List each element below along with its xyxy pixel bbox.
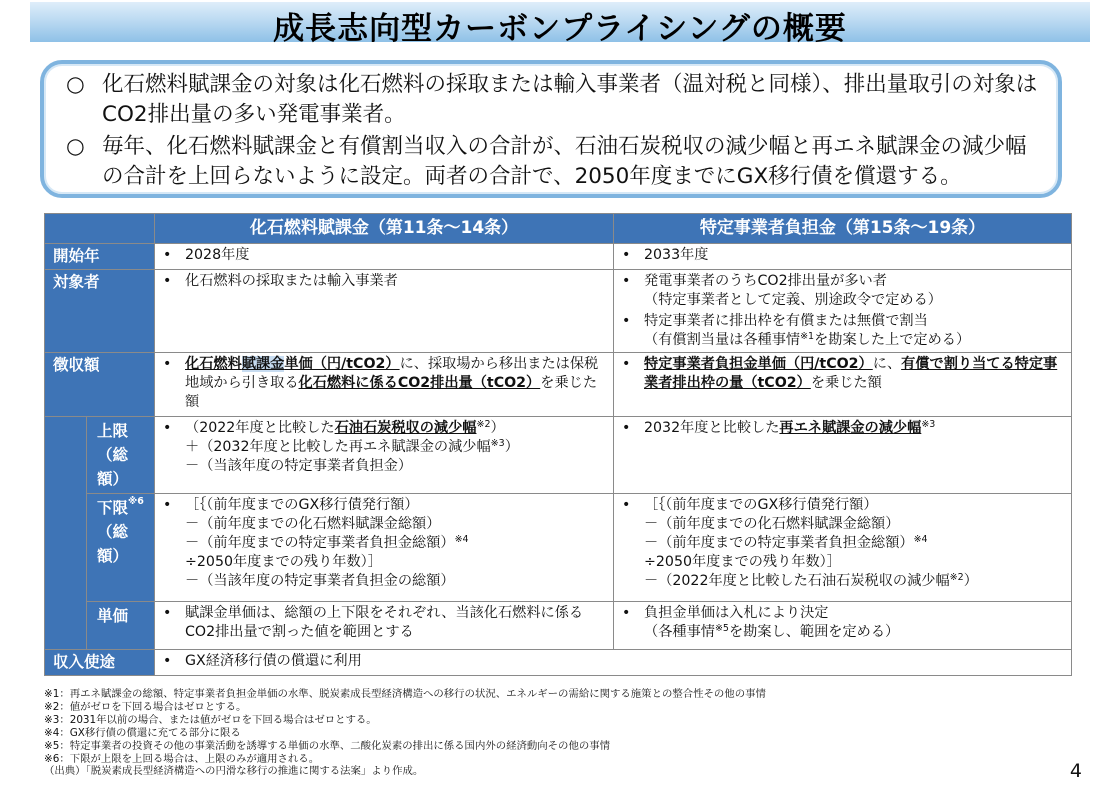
bullet-icon: • <box>622 313 631 329</box>
page-number: 4 <box>1069 760 1082 782</box>
summary-text: 毎年、化石燃料賦課金と有償割当収入の合計が、石油石炭税収の減少幅と再エネ賦課金の減少幅の合計を上回らないように設定。両者の合計で、2050年度までにGX移行債を償還する。 <box>102 134 1027 189</box>
footnote: ※6：下限が上限を上回る場合は、上限のみが適用される。 <box>44 752 320 765</box>
cell-text: －（2022年度と比較した石油石炭税収の減少幅 <box>644 573 950 589</box>
bullet-icon: • <box>622 356 631 372</box>
footnote-ref: ※1 <box>800 331 815 342</box>
cell-text: に、 <box>872 356 902 372</box>
cell-text: 2033年度 <box>644 247 709 263</box>
row-label-upper <box>87 417 155 494</box>
cell <box>155 244 614 270</box>
cell-text: （2022年度と比較した <box>185 420 335 436</box>
footnote-ref: ※3 <box>490 438 505 449</box>
footnote: ※1：再エネ賦課金の総額、特定事業者負担金単価の水準、脱炭素成長型経済構造への移行の状況、エネルギーの需給に関する施策との整合性その他の事情 <box>44 688 766 700</box>
table-row <box>45 353 1072 417</box>
cell-text: ） <box>963 573 978 589</box>
cell-text: を乗じた額 <box>185 375 598 410</box>
label-text: （総額） <box>97 446 129 488</box>
header-blank <box>45 214 155 244</box>
footnote-ref: ※4 <box>913 534 928 545</box>
cell-text: 負担金単価は入札により決定 <box>644 605 829 621</box>
bullet-icon: • <box>622 420 631 436</box>
cell-text: を勘案した上で定める） <box>814 332 971 348</box>
bullet-icon: • <box>163 247 172 263</box>
table-row <box>45 244 1072 270</box>
row-label-lower <box>87 494 155 602</box>
emphasis-text: 化石燃料に係るCO2排出量（tCO2） <box>298 375 541 391</box>
summary-item <box>66 70 1042 130</box>
header-fossil-levy: 化石燃料賦課金（第11条～14条） <box>155 214 614 244</box>
cell <box>155 417 614 494</box>
bullet-icon: • <box>163 653 172 669</box>
bullet-icon: • <box>622 605 631 621</box>
cell <box>155 650 1072 676</box>
page-title: 成長志向型カーボンプライシングの概要 <box>273 11 847 47</box>
emphasis-text: 特定事業者負担金単価（円/tCO2） <box>644 356 873 372</box>
footnote: ※5：特定事業者の投資その他の事業活動を誘導する単価の水準、二酸化炭素の排出に係る国内外の経済動向その他の事情 <box>44 739 611 752</box>
cell-text: －（当該年度の特定事業者負担金） <box>185 458 413 474</box>
footnote: ※2：値がゼロを下回る場合はゼロとする。 <box>44 700 247 713</box>
cell <box>614 353 1072 417</box>
bullet-icon: • <box>163 356 172 372</box>
cell-text: ［｛（前年度までのGX移行債発行額） <box>644 497 878 513</box>
cell-text: ） <box>504 439 519 455</box>
emphasis-text: 有償で割り当てる特定事業者排出枠の量（tCO2） <box>644 356 1058 391</box>
footnote-ref: ※2 <box>476 419 491 430</box>
cell <box>614 244 1072 270</box>
circle-mark-icon: ○ <box>66 72 85 97</box>
table-row <box>45 270 1072 353</box>
cell-text: －（前年度までの化石燃料賦課金総額） <box>185 516 441 532</box>
emphasis-text: 再エネ賦課金の減少幅 <box>779 420 922 436</box>
cell <box>155 602 614 650</box>
cell-text: 化石燃料の採取または輸入事業者 <box>185 273 398 289</box>
cell-text: GX経済移行債の償還に利用 <box>185 653 362 669</box>
footnotes <box>44 688 766 778</box>
emphasis-text: 石油石炭税収の減少幅 <box>334 420 477 436</box>
row-label-target: 対象者 <box>45 270 155 353</box>
cell <box>614 270 1072 353</box>
bullet-icon: • <box>163 420 172 436</box>
row-label-spacer <box>45 417 87 650</box>
footnote-ref: ※3 <box>921 419 936 430</box>
label-text: 下限 <box>97 499 129 517</box>
cell-text: に、採取場から移出または保税地域から引き取る <box>185 356 599 391</box>
footnote: ※4：GX移行債の償還に充てる部分に限る <box>44 726 241 739</box>
cell-text: －（当該年度の特定事業者負担金の総額） <box>185 573 455 589</box>
cell-text: ÷2050年度までの残り年数）］ <box>185 554 382 570</box>
highlighted-text: 賦課金 <box>241 356 285 372</box>
row-label-start: 開始年 <box>45 244 155 270</box>
summary-box <box>40 60 1062 198</box>
cell-text: を乗じた額 <box>810 375 882 391</box>
table-row <box>45 650 1072 676</box>
cell-text: 特定事業者に排出枠を有償または無償で割当 <box>644 313 928 329</box>
cell-text: （有償割当量は各種事情 <box>644 332 801 348</box>
bullet-icon: • <box>622 247 631 263</box>
source-note: （出典）「脱炭素成長型経済構造への円滑な移行の推進に関する法案」より作成。 <box>44 765 424 778</box>
bullet-icon: • <box>163 605 172 621</box>
cell-text: 発電事業者のうちCO2排出量が多い者 <box>644 273 887 289</box>
cell-text: 2032年度と比較した <box>644 420 780 436</box>
label-text: 上限 <box>97 422 129 440</box>
table-header-row <box>45 214 1072 244</box>
cell-text: －（前年度までの化石燃料賦課金総額） <box>644 516 900 532</box>
emphasis-text: 化石燃料 <box>185 356 242 372</box>
cell <box>614 494 1072 602</box>
footnote-ref: ※5 <box>714 623 729 634</box>
cell <box>614 602 1072 650</box>
cell-text: （各種事情 <box>644 624 715 640</box>
cell-text: ［｛（前年度までのGX移行債発行額） <box>185 497 419 513</box>
cell <box>155 353 614 417</box>
table-row <box>45 602 1072 650</box>
cell <box>155 270 614 353</box>
cell-text: ＋（2032年度と比較した再エネ賦課金の減少幅 <box>185 439 491 455</box>
label-text: （総額） <box>97 523 129 565</box>
emphasis-text: 単価（円/tCO2） <box>284 356 400 372</box>
cell-text: －（前年度までの特定事業者負担金総額） <box>185 535 455 551</box>
bullet-icon: • <box>163 497 172 513</box>
table-row <box>45 417 1072 494</box>
footnote-ref: ※6 <box>128 496 144 507</box>
header-specified-charge: 特定事業者負担金（第15条～19条） <box>614 214 1072 244</box>
cell-text: を勘案し、範囲を定める） <box>728 624 900 640</box>
footnote-ref: ※4 <box>454 534 469 545</box>
cell-text: （特定事業者として定義、別途政令で定める） <box>644 292 942 308</box>
row-label-unit: 単価 <box>87 602 155 650</box>
footnote: ※3：2031年以前の場合、または値がゼロを下回る場合はゼロとする。 <box>44 713 377 726</box>
cell-text: 2028年度 <box>185 247 250 263</box>
bullet-icon: • <box>622 273 631 289</box>
table-row <box>45 494 1072 602</box>
cell-text: ÷2050年度までの残り年数）］ <box>644 554 841 570</box>
cell-text: 賦課金単価は、総額の上下限をそれぞれ、当該化石燃料に係るCO2排出量で割った値を範囲とする <box>185 605 584 640</box>
row-label-use: 収入使途 <box>45 650 155 676</box>
summary-item <box>66 132 1042 192</box>
circle-mark-icon: ○ <box>66 134 85 159</box>
comparison-table <box>44 213 1072 676</box>
cell <box>614 417 1072 494</box>
row-label-amount: 徴収額 <box>45 353 155 417</box>
cell <box>155 494 614 602</box>
bullet-icon: • <box>622 497 631 513</box>
cell-text: ） <box>490 420 505 436</box>
summary-text: 化石燃料賦課金の対象は化石燃料の採取または輸入事業者（温対税と同様）、排出量取引の対象はCO2排出量の多い発電事業者。 <box>102 72 1038 127</box>
footnote-ref: ※2 <box>949 572 964 583</box>
cell-text: －（前年度までの特定事業者負担金総額） <box>644 535 914 551</box>
bullet-icon: • <box>163 273 172 289</box>
